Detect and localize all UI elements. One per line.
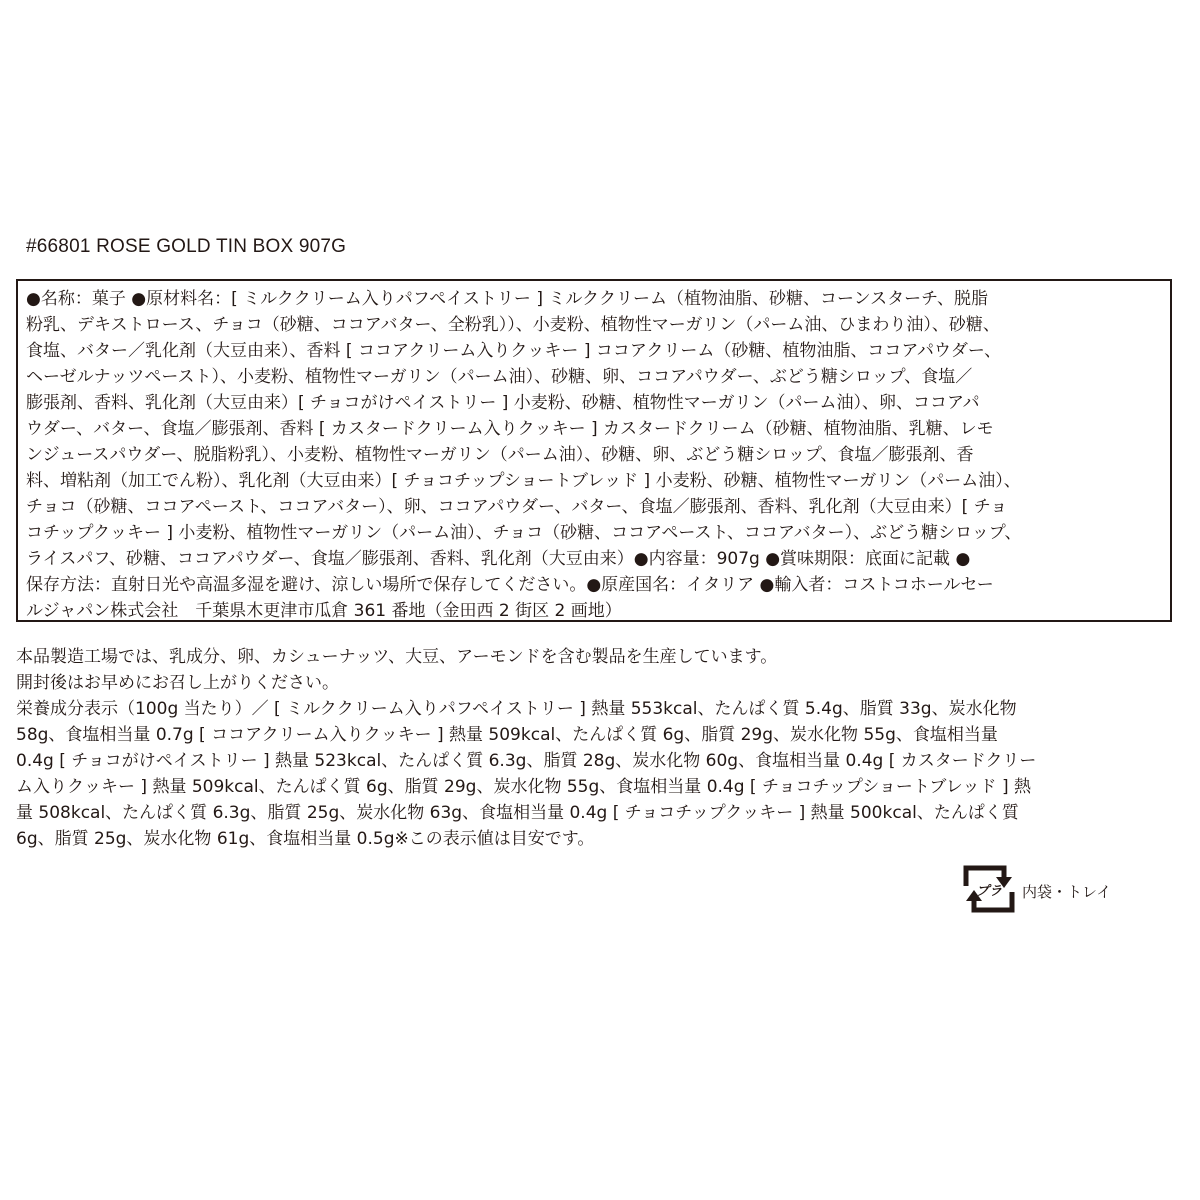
label-line: ヘーゼルナッツペースト）、小麦粉、植物性マーガリン（パーム油）、砂糖、卵、ココアパウダー、ぶどう糖シロップ、食塩／	[26, 367, 973, 387]
label-line: ウダー、バター、食塩／膨張剤、香料 [ カスタードクリーム入りクッキー ] カスタードクリーム（砂糖、植物油脂、乳糖、レモ	[26, 419, 994, 439]
label-line: 粉乳、デキストロース、チョコ（砂糖、ココアバター、全粉乳））、小麦粉、植物性マーガリン（パーム油、ひまわり油）、砂糖、	[26, 315, 1000, 335]
nutrition-line: 6g、脂質 25g、炭水化物 61g、食塩相当量 0.5g※この表示値は目安です。	[16, 829, 595, 849]
product-code: #66801 ROSE GOLD TIN BOX 907G	[26, 236, 347, 257]
nutrition-line: 0.4g [ チョコがけペイストリー ] 熱量 523kcal、たんぱく質 6.3g、脂質 28g、炭水化物 60g、食塩相当量 0.4g [ カスタードクリー	[16, 751, 1037, 771]
label-line: 保存方法：直射日光や高温多湿を避け、涼しい場所で保存してください。●原産国名：イタリア ●輸入者：コストコホールセー	[26, 575, 994, 595]
storage-note: 開封後はお早めにお召し上がりください。	[16, 673, 339, 693]
allergen-note: 本品製造工場では、乳成分、卵、カシューナッツ、大豆、アーモンドを含む製品を生産しています。	[16, 647, 778, 667]
recycle-plastic-mark-icon	[958, 858, 1020, 920]
nutrition-line: 量 508kcal、たんぱく質 6.3g、脂質 25g、炭水化物 63g、食塩相当量 0.4g [ チョコチップクッキー ] 熱量 500kcal、たんぱく質	[16, 803, 1019, 823]
label-line: 膨張剤、香料、乳化剤（大豆由来）[ チョコがけペイストリー ] 小麦粉、砂糖、植物性マーガリン（パーム油）、卵、ココアパ	[26, 393, 980, 413]
nutrition-line: 栄養成分表示（100g 当たり）／ [ ミルククリーム入りパフペイストリー ] 熱量 553kcal、たんぱく質 5.4g、脂質 33g、炭水化物	[16, 699, 1017, 719]
recycle-label: 内袋・トレイ	[1022, 882, 1112, 901]
ingredients-label-box	[16, 279, 1172, 622]
nutrition-line: 58g、食塩相当量 0.7g [ ココアクリーム入りクッキー ] 熱量 509kcal、たんぱく質 6g、脂質 29g、炭水化物 55g、食塩相当量	[16, 725, 998, 745]
recycle-symbol-text: プラ	[975, 884, 1003, 899]
label-line: ンジュースパウダー、脱脂粉乳）、小麦粉、植物性マーガリン（パーム油）、砂糖、卵、ぶどう糖シロップ、食塩／膨張剤、香	[26, 445, 974, 465]
notes-section	[16, 644, 1176, 852]
recycle-mark	[958, 858, 1111, 920]
label-line: チョコ（砂糖、ココアペースト、ココアバター）、卵、ココアパウダー、バター、食塩／膨張剤、香料、乳化剤（大豆由来）[ チョ	[26, 497, 1008, 517]
label-line: 料、増粘剤（加工でん粉）、乳化剤（大豆由来）[ チョコチップショートブレッド ] 小麦粉、砂糖、植物性マーガリン（パーム油）、	[26, 471, 1021, 491]
label-line: ●名称：菓子 ●原材料名：[ ミルククリーム入りパフペイストリー ] ミルククリーム（植物油脂、砂糖、コーンスターチ、脱脂	[26, 289, 988, 309]
label-line: ライスパフ、砂糖、ココアパウダー、食塩／膨張剤、香料、乳化剤（大豆由来）●内容量：907g ●賞味期限：底面に記載 ●	[26, 549, 971, 569]
label-line: 食塩、バター／乳化剤（大豆由来）、香料 [ ココアクリーム入りクッキー ] ココアクリーム（砂糖、植物油脂、ココアパウダー、	[26, 341, 1002, 361]
nutrition-line: ム入りクッキー ] 熱量 509kcal、たんぱく質 6g、脂質 29g、炭水化物 55g、食塩相当量 0.4g [ チョコチップショートブレッド ] 熱	[16, 777, 1031, 797]
label-line: ルジャパン株式会社 千葉県木更津市瓜倉 361 番地（金田西 2 街区 2 画地）	[26, 601, 622, 621]
label-line: コチップクッキー ] 小麦粉、植物性マーガリン（パーム油）、チョコ（砂糖、ココアペースト、ココアバター）、ぶどう糖シロップ、	[26, 523, 1022, 543]
